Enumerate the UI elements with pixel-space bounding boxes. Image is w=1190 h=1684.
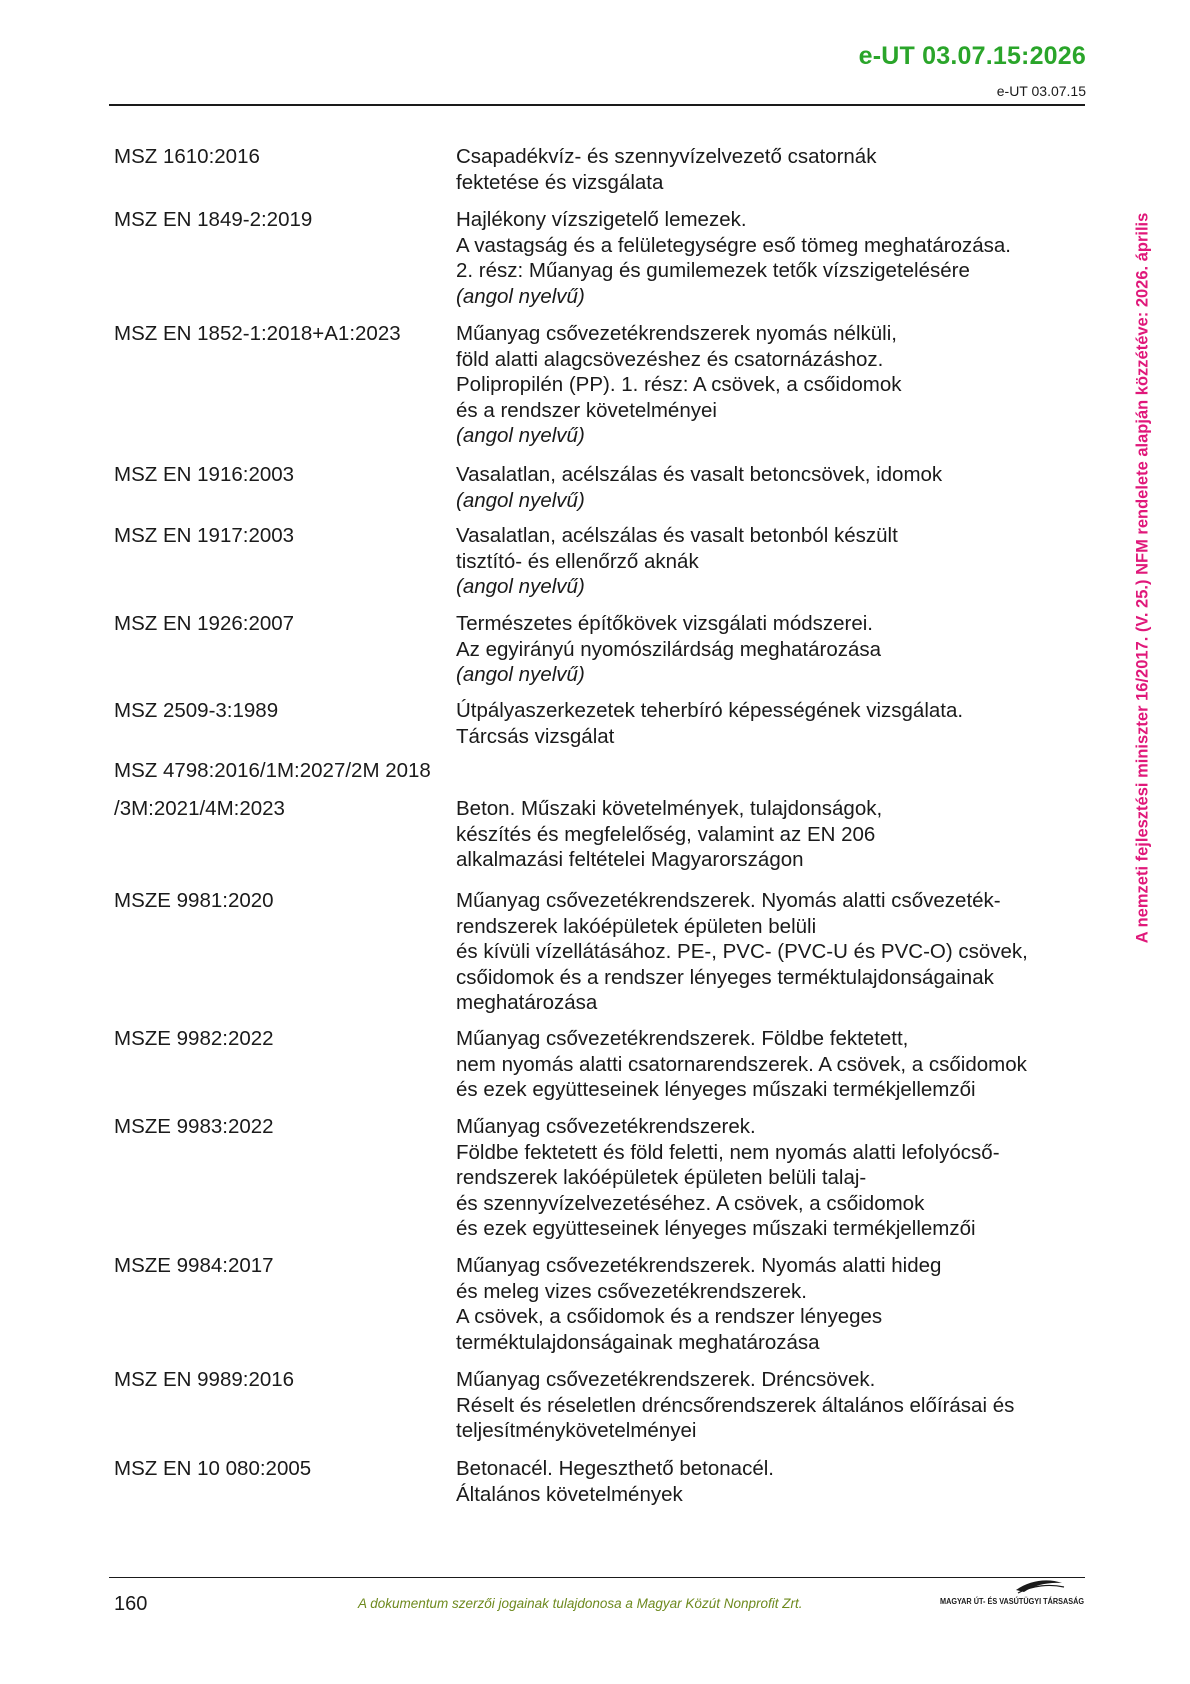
standard-title-line: tisztító- és ellenőrző aknák — [456, 549, 699, 573]
standard-code: MSZ EN 9989:2016 — [114, 1368, 295, 1391]
standard-code: MSZE 9983:2022 — [114, 1115, 274, 1138]
standard-title-line: Vasalatlan, acélszálas és vasalt betoncsövek, idomok — [456, 463, 943, 486]
standard-code: MSZ 1610:2016 — [114, 145, 260, 168]
standard-title-line: és szennyvízelvezetéséhez. A csövek, a csőidomok — [456, 1191, 925, 1215]
standard-title — [456, 611, 1076, 688]
standard-code: MSZE 9982:2022 — [114, 1027, 274, 1050]
standard-title-line: Betonacél. Hegeszthető betonacél. — [456, 1457, 774, 1480]
language-note: (angol nyelvű) — [456, 488, 585, 512]
standard-title — [456, 523, 1076, 600]
standard-title-line: rendszerek lakóépületek épületen belüli talaj- — [456, 1166, 867, 1189]
standard-code: MSZ EN 1852-1:2018+A1:2023 — [114, 322, 401, 345]
standard-title-line: nem nyomás alatti csatornarendszerek. A csövek, a csőidomok — [456, 1052, 1027, 1076]
standard-title — [456, 1367, 1076, 1444]
standard-title-line: Az egyirányú nyomószilárdság meghatározása — [456, 637, 882, 661]
standard-title — [456, 888, 1076, 1016]
standard-title-line: fektetése és vizsgálata — [456, 170, 664, 194]
standard-title — [456, 144, 1076, 195]
standard-title-line: alkalmazási feltételei Magyarországon — [456, 848, 804, 871]
standard-code: MSZ 4798:2016/1M:2027/2M 2018 — [114, 759, 431, 782]
standard-title — [456, 698, 1076, 749]
standard-title — [456, 1253, 1076, 1355]
document-code-short: e-UT 03.07.15 — [996, 83, 1086, 99]
standard-code: MSZ EN 1916:2003 — [114, 463, 295, 486]
standard-title-line: rendszerek lakóépületek épületen belüli — [456, 914, 817, 938]
standard-title-line: terméktulajdonságainak meghatározása — [456, 1330, 820, 1354]
standard-title-line: Csapadékvíz- és szennyvízelvezető csatornák — [456, 145, 877, 168]
language-note: (angol nyelvű) — [456, 284, 585, 308]
standard-title — [456, 321, 1076, 449]
standard-title-line: Tárcsás vizsgálat — [456, 724, 615, 748]
standard-title-line: meghatározása — [456, 991, 598, 1014]
standard-title-line: és a rendszer követelményei — [456, 398, 717, 422]
language-note: (angol nyelvű) — [456, 575, 585, 598]
standard-title — [456, 1456, 1076, 1507]
standard-title-line: Hajlékony vízszigetelő lemezek. — [456, 208, 747, 231]
standard-title-line: csőidomok és a rendszer lényeges terméktulajdonságainak — [456, 965, 994, 989]
standard-title-line: és kívüli vízellátásához. PE-, PVC- (PVC-U és PVC-O) csövek, — [456, 940, 1028, 963]
standard-title-line: Műanyag csővezetékrendszerek. Nyomás alatti hideg — [456, 1254, 942, 1277]
standard-title-line: és meleg vizes csővezetékrendszerek. — [456, 1279, 807, 1303]
standard-title-line: A vastagság és a felületegységre eső tömeg meghatározása. — [456, 233, 1011, 257]
standard-title-line: Vasalatlan, acélszálas és vasalt betonból készült — [456, 524, 898, 547]
standard-code: MSZ EN 1917:2003 — [114, 524, 295, 547]
standard-title-line: Beton. Műszaki követelmények, tulajdonságok, — [456, 797, 883, 820]
standard-title-line: Útpályaszerkezetek teherbíró képességének vizsgálata. — [456, 699, 964, 722]
standard-title-line: Általános követelmények — [456, 1482, 683, 1506]
logo-text: MAGYAR ÚT- ÉS VASÚTÜGYI TÁRSASÁG — [940, 1596, 1110, 1606]
standard-title-line: Földbe fektetett és föld feletti, nem nyomás alatti lefolyócső- — [456, 1140, 1000, 1164]
standard-title — [456, 1114, 1076, 1242]
document-code: e-UT 03.07.15:2026 — [858, 42, 1086, 70]
standard-code: MSZ EN 1849-2:2019 — [114, 208, 313, 231]
standard-title-line: és ezek együtteseinek lényeges műszaki termékjellemzői — [456, 1217, 976, 1240]
copyright-notice: A dokumentum szerzői jogainak tulajdonosa a Magyar Közút Nonprofit Zrt. — [358, 1596, 803, 1611]
standard-title-line: Műanyag csővezetékrendszerek. Dréncsövek. — [456, 1368, 876, 1391]
standard-title-line: Természetes építőkövek vizsgálati módszerei. — [456, 612, 874, 635]
standard-title-line: és ezek együtteseinek lényeges műszaki termékjellemzői — [456, 1078, 976, 1101]
standard-title — [456, 207, 1076, 309]
side-publication-note: A nemzeti fejlesztési miniszter 16/2017. (V. 25.) NFM rendelete alapján közzétéve: 2026. április — [1133, 212, 1152, 944]
standard-code: MSZ EN 1926:2007 — [114, 612, 295, 635]
company-logo — [938, 1574, 1110, 1614]
standard-code: MSZ 2509-3:1989 — [114, 699, 279, 722]
standard-title-line: 2. rész: Műanyag és gumilemezek tetők vízszigetelésére — [456, 259, 970, 282]
standard-title-line: Műanyag csővezetékrendszerek. — [456, 1115, 756, 1138]
standard-title-line: föld alatti alagcsövezéshez és csatornázáshoz. — [456, 347, 884, 371]
language-note: (angol nyelvű) — [456, 424, 585, 447]
standard-title — [456, 462, 1076, 513]
standard-title — [456, 1026, 1076, 1103]
standard-title-line: Műanyag csővezetékrendszerek. Földbe fektetett, — [456, 1027, 909, 1050]
standard-code: MSZ EN 10 080:2005 — [114, 1457, 312, 1480]
standard-title — [456, 796, 1076, 873]
standard-title-line: Műanyag csővezetékrendszerek nyomás nélküli, — [456, 322, 897, 345]
standard-code: MSZE 9981:2020 — [114, 889, 274, 912]
standard-title-line: A csövek, a csőidomok és a rendszer lényeges — [456, 1305, 883, 1328]
standard-title-line: készítés és megfelelőség, valamint az EN 206 — [456, 822, 876, 846]
standard-code: MSZE 9984:2017 — [114, 1254, 274, 1277]
standard-title-line: Réselt és réseletlen dréncsőrendszerek általános előírásai és — [456, 1393, 1015, 1417]
language-note: (angol nyelvű) — [456, 663, 585, 686]
standard-code: /3M:2021/4M:2023 — [114, 797, 285, 820]
standard-title-line: Polipropilén (PP). 1. rész: A csövek, a csőidomok — [456, 373, 902, 396]
page-number: 160 — [114, 1593, 148, 1615]
standard-title-line: Műanyag csővezetékrendszerek. Nyomás alatti csővezeték- — [456, 889, 1001, 912]
standard-title-line: teljesítménykövetelményei — [456, 1419, 697, 1442]
